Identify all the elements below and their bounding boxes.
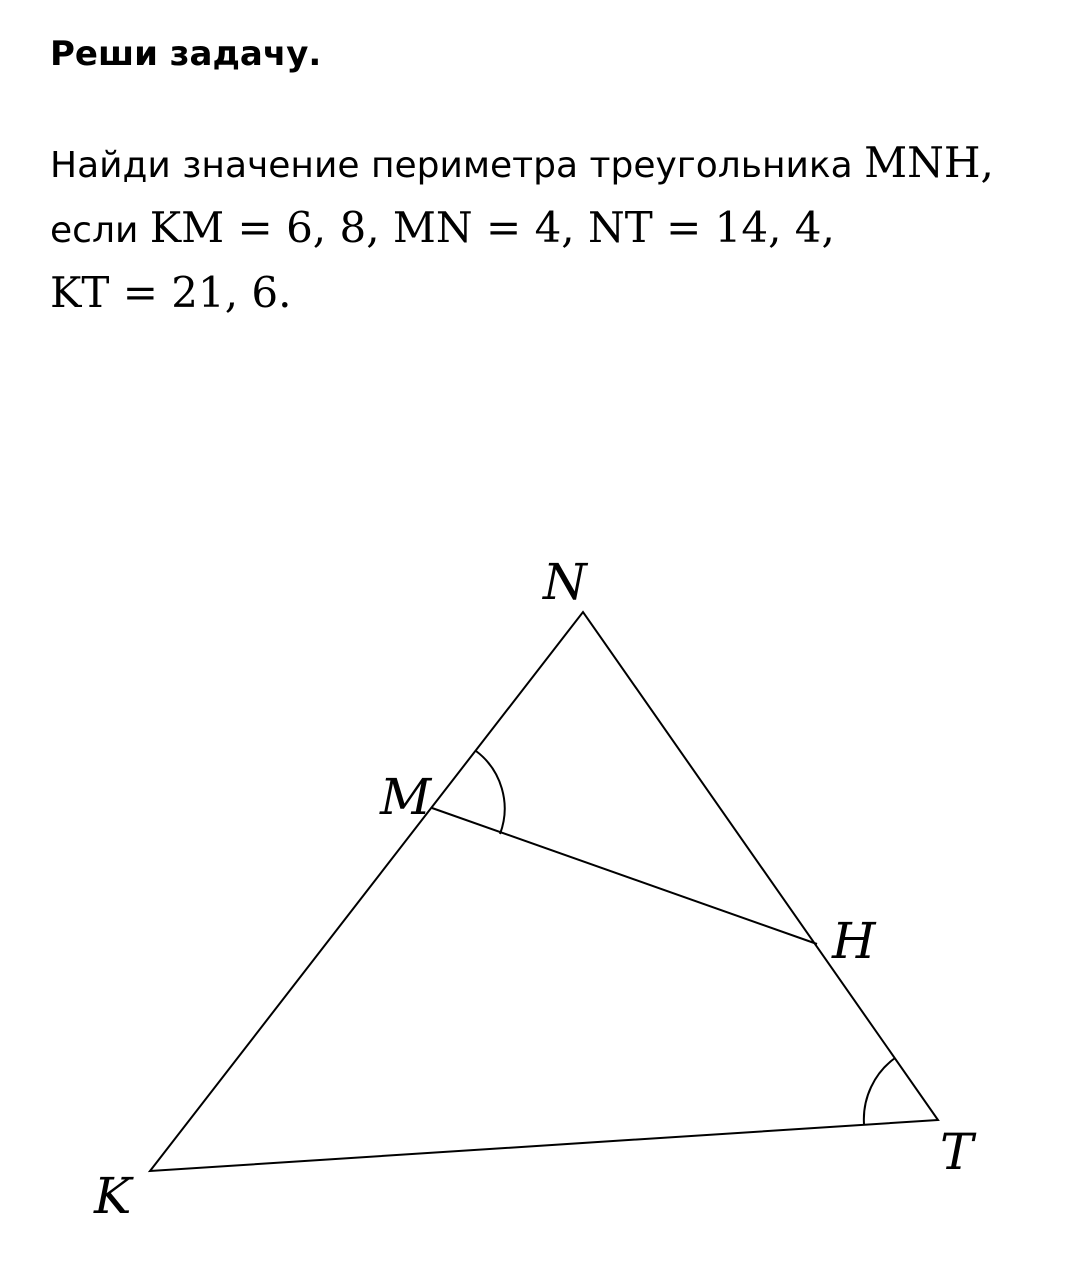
triangle-knt <box>150 612 938 1171</box>
label-h: H <box>832 912 876 970</box>
period: . <box>278 268 292 317</box>
label-t: T <box>940 1123 974 1181</box>
comma: , <box>980 138 994 187</box>
given-length-kt: KT = 21, 6 <box>50 268 279 317</box>
label-m: M <box>380 768 432 826</box>
angle-arc-t <box>864 1058 895 1124</box>
angle-arc-m <box>476 751 505 834</box>
segment-mh <box>432 808 817 944</box>
triangle-name: MNH <box>864 138 981 187</box>
given-lengths: KM = 6, 8, MN = 4, NT = 14, 4, <box>149 203 835 252</box>
task-heading: Реши задачу. <box>50 34 322 74</box>
problem-text-1: Найди значение периметра треугольника <box>50 145 865 186</box>
problem-text-2: если <box>50 210 150 251</box>
label-k: K <box>94 1167 132 1225</box>
label-n: N <box>543 553 587 611</box>
